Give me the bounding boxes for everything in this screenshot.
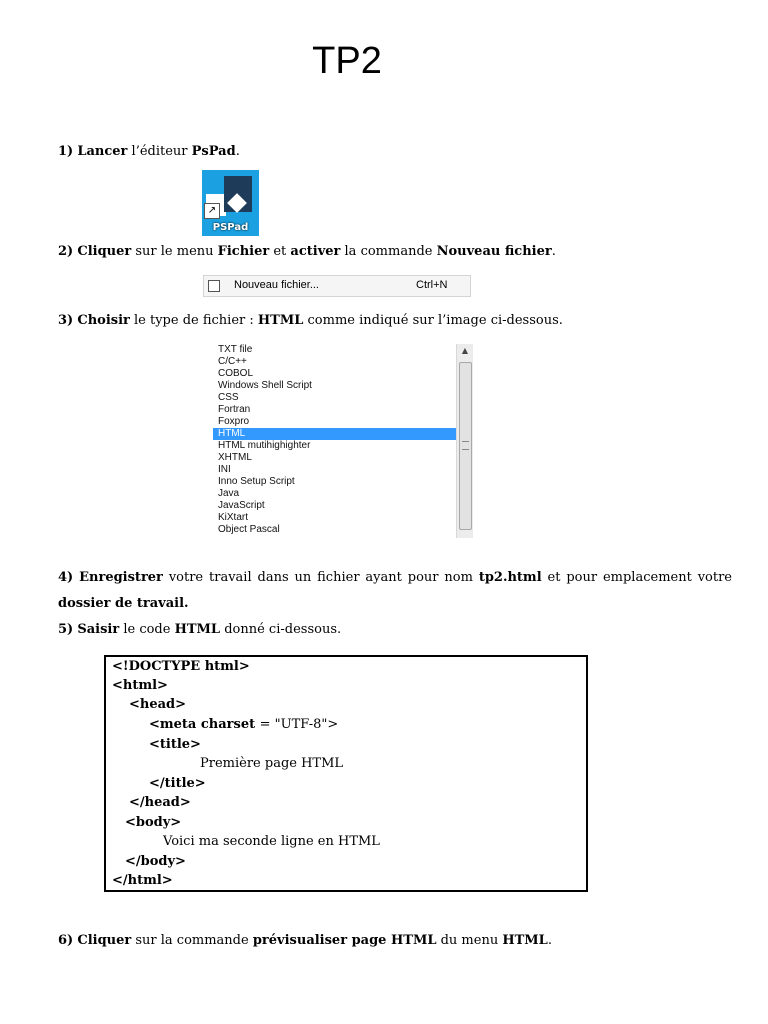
step-2: 2) Cliquer sur le menu Fichier et activer la commande Nouveau fichier. (58, 244, 556, 259)
list-scrollbar[interactable] (456, 344, 473, 538)
file-type-item[interactable]: HTML mutihighighter (218, 440, 311, 451)
code-line: <!DOCTYPE html> (112, 659, 250, 674)
step-1: 1) Lancer l’éditeur PsPad. (58, 144, 240, 159)
file-type-item[interactable]: Fortran (218, 404, 251, 415)
step-3: 3) Choisir le type de fichier : HTML comme indiqué sur l’image ci-dessous. (58, 313, 563, 328)
file-type-item[interactable]: Windows Shell Script (218, 380, 312, 391)
code-box (104, 655, 588, 892)
file-type-item[interactable]: JavaScript (218, 500, 265, 511)
file-type-item[interactable]: KiXtart (218, 512, 249, 523)
file-type-item[interactable]: INI (218, 464, 231, 475)
code-line: <head> (129, 697, 187, 712)
step-4: 4) Enregistrer votre travail dans un fichier ayant pour nom tp2.html et pour emplacement votre dossier de travail. (58, 570, 733, 611)
file-type-item[interactable]: CSS (218, 392, 239, 403)
code-line: Voici ma seconde ligne en HTML (163, 834, 380, 849)
file-type-item[interactable]: Foxpro (218, 416, 250, 427)
step-5: 5) Saisir le code HTML donné ci-dessous. (58, 622, 342, 637)
file-type-list[interactable] (213, 344, 473, 538)
code-line: </body> (125, 854, 186, 869)
file-type-item[interactable]: Inno Setup Script (218, 476, 295, 487)
pspad-icon-label: PSPad (212, 222, 249, 233)
code-line: Première page HTML (200, 756, 344, 771)
file-type-item[interactable]: XHTML (218, 452, 252, 463)
shortcut-arrow-icon: ↗ (204, 203, 220, 219)
grip-icon (462, 441, 469, 450)
file-type-item[interactable]: Object Pascal (218, 524, 280, 535)
file-type-item[interactable]: HTML (213, 428, 457, 440)
code-line: <meta charset = "UTF-8"> (149, 717, 339, 732)
menu-item-shortcut: Ctrl+N (416, 279, 448, 291)
file-type-item[interactable]: C/C++ (218, 356, 247, 367)
code-line: </head> (129, 795, 191, 810)
code-line: <html> (112, 678, 168, 693)
code-line: </title> (149, 776, 206, 791)
scroll-up-icon[interactable]: ▲ (461, 346, 469, 355)
file-type-item[interactable]: COBOL (218, 368, 254, 379)
menu-item-label: Nouveau fichier... (234, 279, 319, 291)
file-type-item[interactable]: TXT file (218, 344, 253, 355)
page-title: TP2 (312, 40, 382, 82)
file-type-items (213, 344, 457, 536)
code-line: </html> (112, 873, 173, 888)
file-type-item[interactable]: Java (218, 488, 240, 499)
code-line: <title> (149, 737, 201, 752)
pspad-shortcut-icon[interactable] (202, 170, 259, 236)
menu-item-new-file[interactable] (203, 275, 471, 297)
scroll-thumb[interactable] (459, 362, 472, 530)
step-6: 6) Cliquer sur la commande prévisualiser page HTML du menu HTML. (58, 933, 552, 948)
new-file-icon (208, 280, 220, 292)
code-line: <body> (125, 815, 182, 830)
